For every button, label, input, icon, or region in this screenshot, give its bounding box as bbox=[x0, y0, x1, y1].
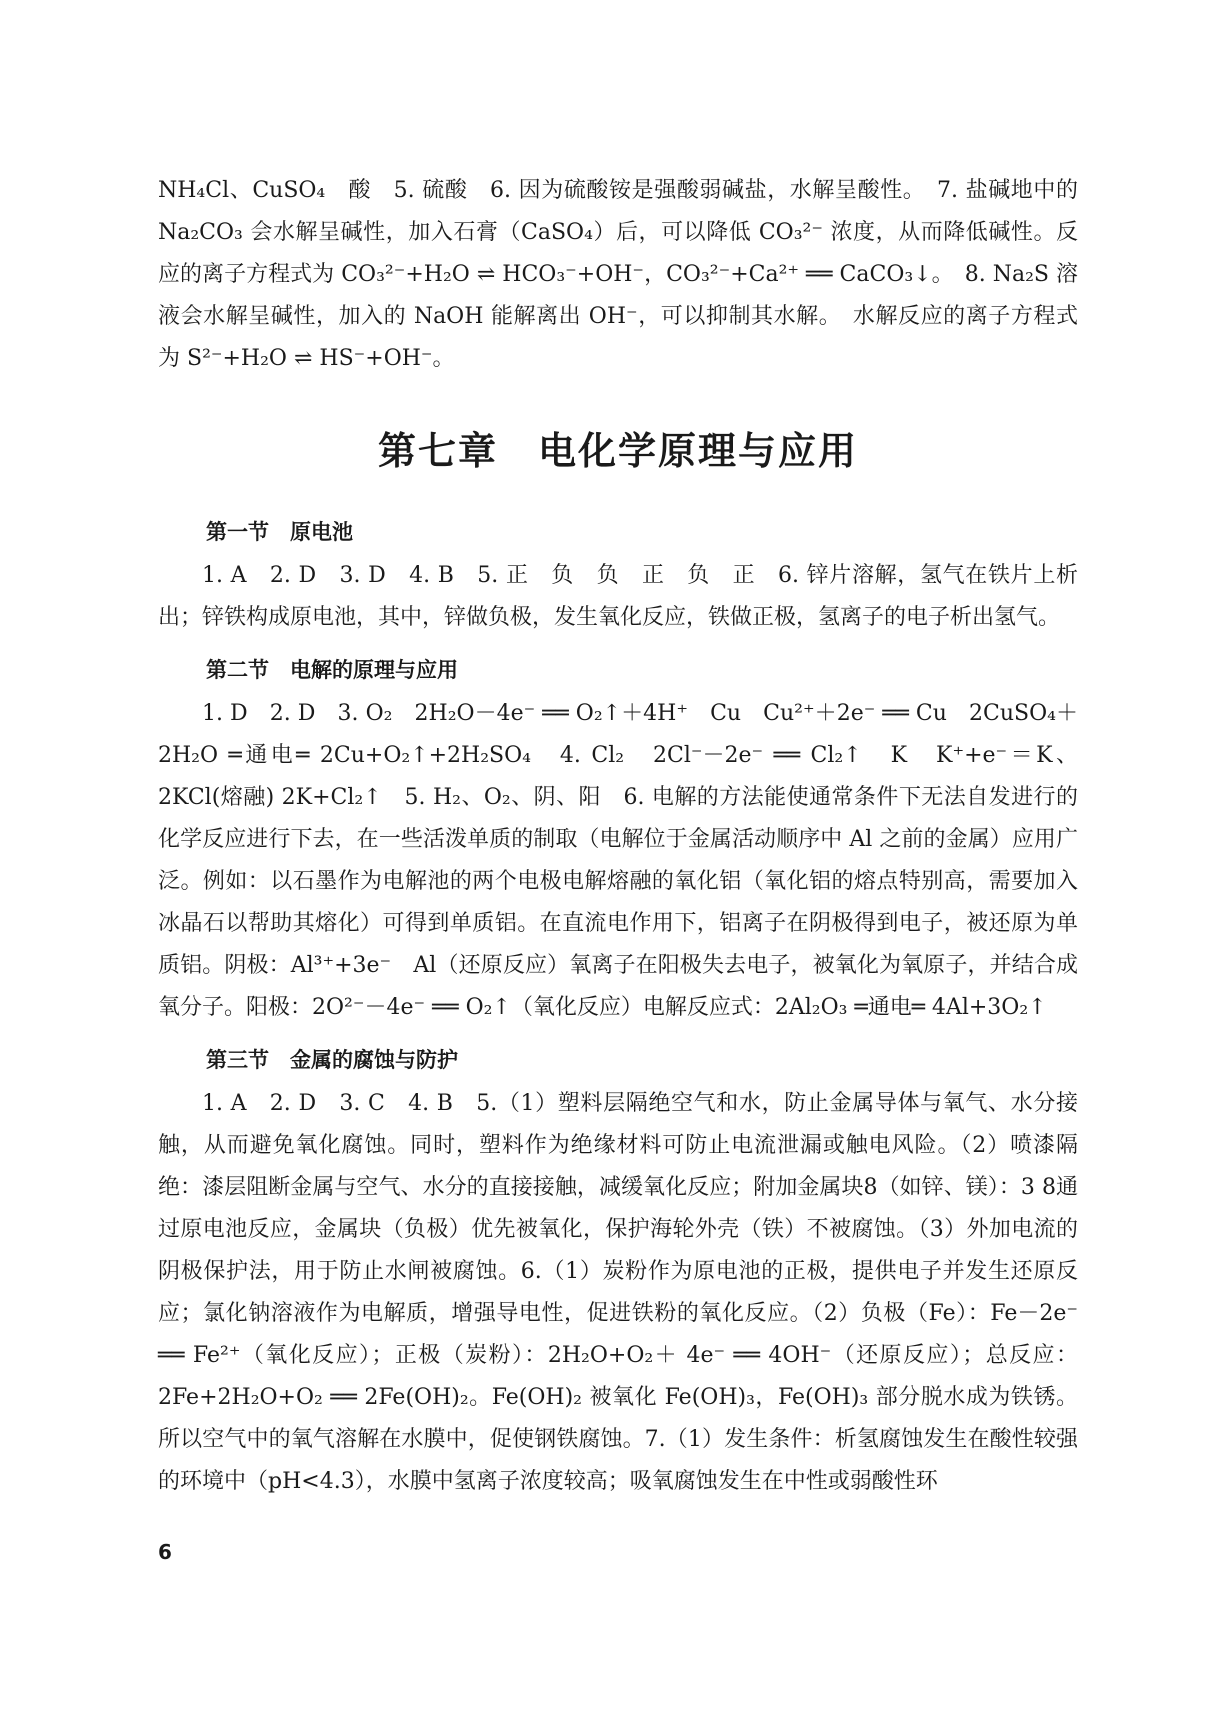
section-body-1: 1. A 2. D 3. D 4. B 5. 正 负 负 正 负 正 6. 锌片溶解，氢气在铁片上析出；锌铁构成原电池，其中，锌做负极，发生氧化反应，铁做正极，氢离子的电子析出氢气。 bbox=[158, 563, 1078, 630]
document-page bbox=[158, 170, 1078, 1503]
section-body-3: 1. A 2. D 3. C 4. B 5.（1）塑料层隔绝空气和水，防止金属导体与氧气、水分接触，从而避免氧化腐蚀。同时，塑料作为绝缘材料可防止电流泄漏或触电风险。（2）喷漆隔绝：漆层阻断金属与空气、水分的直接接触，减缓氧化反应；附加金属块8（如锌、镁）：3 8通过原电池反应，金属块（负极）优先被氧化，保护海轮外壳（铁）不被腐蚀。（3）外加电流的阴极保护法，用于防止水闸被腐蚀。6.（1）炭粉作为原电池的正极，提供电子并发生还原反应；氯化钠溶液作为电解质，增强导电性，促进铁粉的氧化反应。（2）负极（Fe）：Fe－2e⁻ ══ Fe²⁺（氧化反应）；正极（炭粉）：2H₂O+O₂＋ 4e⁻ ══ 4OH⁻（还原反应）；总反应：2Fe+2H₂O+O₂ ══ 2Fe(OH)₂。Fe(OH)₂ 被氧化 Fe(OH)₃，Fe(OH)₃ 部分脱水成为铁锈。所以空气中的氧气溶解在水膜中，促使钢铁腐蚀。7.（1）发生条件：析氢腐蚀发生在酸性较强的环境中（pH<4.3），水膜中氢离子浓度较高；吸氧腐蚀发生在中性或弱酸性环 bbox=[158, 1091, 1078, 1494]
page-number: 6 bbox=[158, 1540, 172, 1564]
intro-paragraph: NH₄Cl、CuSO₄ 酸 5. 硫酸 6. 因为硫酸铵是强酸弱碱盐，水解呈酸性。 7. 盐碱地中的 Na₂CO₃ 会水解呈碱性，加入石膏（CaSO₄）后，可以降低 CO₃²⁻ 浓度，从而降低碱性。反应的离子方程式为 CO₃²⁻+H₂O ⇌ HCO₃⁻+OH⁻，CO₃²⁻+Ca²⁺ ══ CaCO₃↓。 8. Na₂S 溶液会水解呈碱性，加入的 NaOH 能解离出 OH⁻，可以抑制其水解。 水解反应的离子方程式为 S²⁻+H₂O ⇌ HS⁻+OH⁻。 bbox=[158, 178, 1078, 371]
section-title-1: 第一节 原电池 bbox=[206, 520, 353, 544]
chapter-title: 第七章 电化学原理与应用 bbox=[377, 429, 858, 473]
section-title-3: 第三节 金属的腐蚀与防护 bbox=[206, 1048, 458, 1072]
section-body-2: 1. D 2. D 3. O₂ 2H₂O－4e⁻ ══ O₂↑＋4H⁺ Cu Cu²⁺＋2e⁻ ══ Cu 2CuSO₄＋2H₂O ═通电═ 2Cu+O₂↑+2H₂SO₄ 4. Cl₂ 2Cl⁻－2e⁻ ══ Cl₂↑ K K⁺+e⁻＝K、2KCl(熔融) 2K+Cl₂↑ 5. H₂、O₂、阴、阳 6. 电解的方法能使通常条件下无法自发进行的化学反应进行下去，在一些活泼单质的制取（电解位于金属活动顺序中 Al 之前的金属）应用广泛。例如：以石墨作为电解池的两个电极电解熔融的氧化铝（氧化铝的熔点特别高，需要加入冰晶石以帮助其熔化）可得到单质铝。在直流电作用下，铝离子在阴极得到电子，被还原为单质铝。阴极：Al³⁺+3e⁻ Al（还原反应）氧离子在阳极失去电子，被氧化为氧原子，并结合成氧分子。阳极：2O²⁻－4e⁻ ══ O₂↑（氧化反应）电解反应式：2Al₂O₃ ═通电═ 4Al+3O₂↑ bbox=[158, 701, 1078, 1020]
section-title-2: 第二节 电解的原理与应用 bbox=[206, 658, 458, 682]
